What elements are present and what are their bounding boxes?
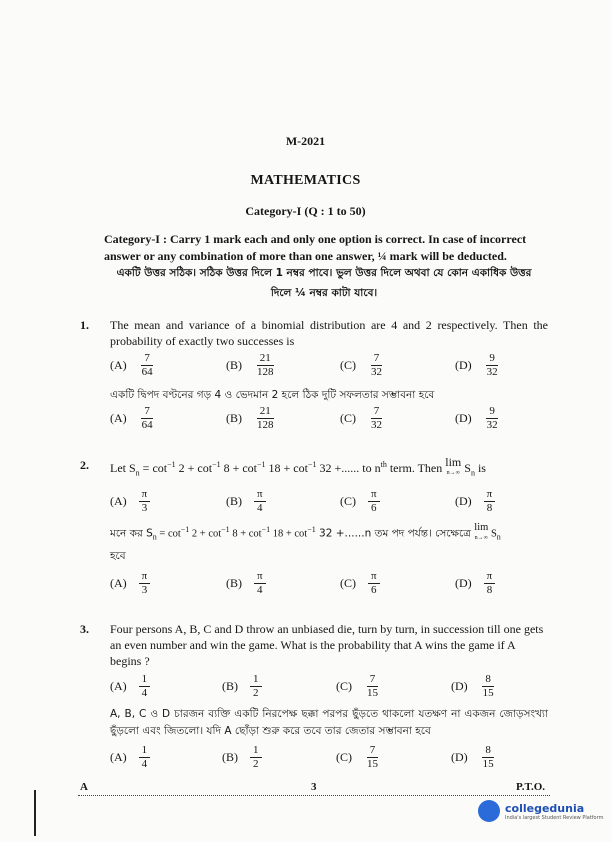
q3-option-a: (A) $\frac{1}{4}$	[110, 673, 150, 700]
q2-option-b: (B) $\frac{\pi}{4}$	[226, 488, 266, 515]
footer-page-number: 3	[311, 781, 317, 793]
question-number: 1.	[80, 318, 89, 332]
question-1-bengali: একটি দ্বিপদ বণ্টনের গড় 4 ও ভেদমান 2 হলে ঠিক দুটি সফলতার সম্ভাবনা হবে	[110, 389, 435, 401]
logo-tagline: India's largest Student Review Platform	[505, 814, 604, 821]
question-2-text: Let $S_n = \cot^{-1} 2 + \cot^{-1} 8 + \cot^{-1} 18 + \cot^{-1} 32$ +...... to $n^{th}$ term. Then lim n→∞ $S_n$ is	[110, 455, 486, 478]
q1-option-c: (C) $\frac{7}{32}$	[340, 352, 382, 378]
instructions-bengali-line1: একটি উত্তর সঠিক। সঠিক উত্তর দিলে 1 নম্বর পাবে। ভুল উত্তর দিলে অথবা যে কোন একাধিক উত্তর	[116, 267, 532, 279]
q2-bn-option-d: (D) $\frac{\pi}{8}$	[455, 570, 495, 597]
question-3-bengali: A, B, C ও D চারজন ব্যক্তি একটি নিরপেক্ষ ছক্কা পরপর ছুঁড়তে থাকলো যতক্ষণ না একজন জোড়সংখ্যা ছুঁড়লো এবং জিতলো। যদি A ছোঁড়া শুরু করে তবে তার জেতার সম্ভাবনা হবে	[110, 708, 548, 737]
footer-pto: P.T.O.	[516, 781, 546, 793]
logo-mark-icon	[478, 800, 500, 822]
q3-option-b: (B) $\frac{1}{2}$	[222, 673, 262, 700]
subject-title: MATHEMATICS	[250, 173, 361, 188]
q3-bn-option-b: (B) $\frac{1}{2}$	[222, 744, 262, 771]
q1-bn-option-c: (C) $\frac{7}{32}$	[340, 405, 382, 431]
category-heading: Category-I (Q : 1 to 50)	[245, 204, 366, 218]
q3-bn-option-a: (A) $\frac{1}{4}$	[110, 744, 150, 771]
q2-option-d: (D) $\frac{\pi}{8}$	[455, 488, 495, 515]
q1-bn-option-a: (A) $\frac{7}{64}$	[110, 405, 153, 431]
q2-option-c: (C) $\frac{\pi}{6}$	[340, 488, 380, 515]
question-number: 2.	[80, 458, 89, 472]
q1-option-a: (A) $\frac{7}{64}$	[110, 352, 153, 378]
q3-option-d: (D) $\frac{8}{15}$	[451, 673, 494, 699]
logo-name: collegedunia	[505, 801, 585, 815]
question-1-text: The mean and variance of a binomial distribution are 4 and 2 respectively. Then the probability of exactly two successes is	[110, 318, 548, 348]
q3-option-c: (C) $\frac{7}{15}$	[336, 673, 378, 699]
question-2-bengali: মনে কর $S_n = \cot^{-1} 2 + \cot^{-1} 8 + \cot^{-1} 18 + \cot^{-1} 32 +......n$ তম পদ পর্যন্ত। সেক্ষেত্রে lim n→∞ $S_n$	[110, 522, 501, 542]
question-number: 3.	[80, 622, 89, 636]
q2-bn-option-a: (A) $\frac{\pi}{3}$	[110, 570, 150, 597]
q1-bn-option-b: (B) $\frac{21}{128}$	[226, 405, 274, 431]
q2-bn-option-c: (C) $\frac{\pi}{6}$	[340, 570, 380, 597]
q1-bn-option-d: (D) $\frac{9}{32}$	[455, 405, 498, 431]
q3-bn-option-c: (C) $\frac{7}{15}$	[336, 744, 378, 770]
q1-option-b: (B) $\frac{21}{128}$	[226, 352, 274, 378]
paper-code: M-2021	[285, 134, 326, 148]
instructions-bengali-line2: দিলে ¼ নম্বর কাটা যাবে।	[270, 287, 378, 299]
footer-divider	[78, 795, 550, 796]
watermark-logo	[478, 800, 603, 822]
q1-option-d: (D) $\frac{9}{32}$	[455, 352, 498, 378]
q3-bn-option-d: (D) $\frac{8}{15}$	[451, 744, 494, 770]
question-3-text: Four persons A, B, C and D throw an unbiased die, turn by turn, in succession till one gets an even number and win the game. What is the probability that A wins the game if A begins ?	[110, 622, 544, 668]
footer-set-letter: A	[80, 781, 88, 793]
q2-option-a: (A) $\frac{\pi}{3}$	[110, 488, 150, 515]
instructions-english: Category-I : Carry 1 mark each and only one option is correct. In case of incorrect answer or any combination of more than one answer, ¼ mark will be deducted.	[104, 232, 527, 263]
margin-line	[34, 790, 36, 836]
q2-bn-option-b: (B) $\frac{\pi}{4}$	[226, 570, 266, 597]
question-2-bengali-end: হবে	[110, 550, 126, 562]
